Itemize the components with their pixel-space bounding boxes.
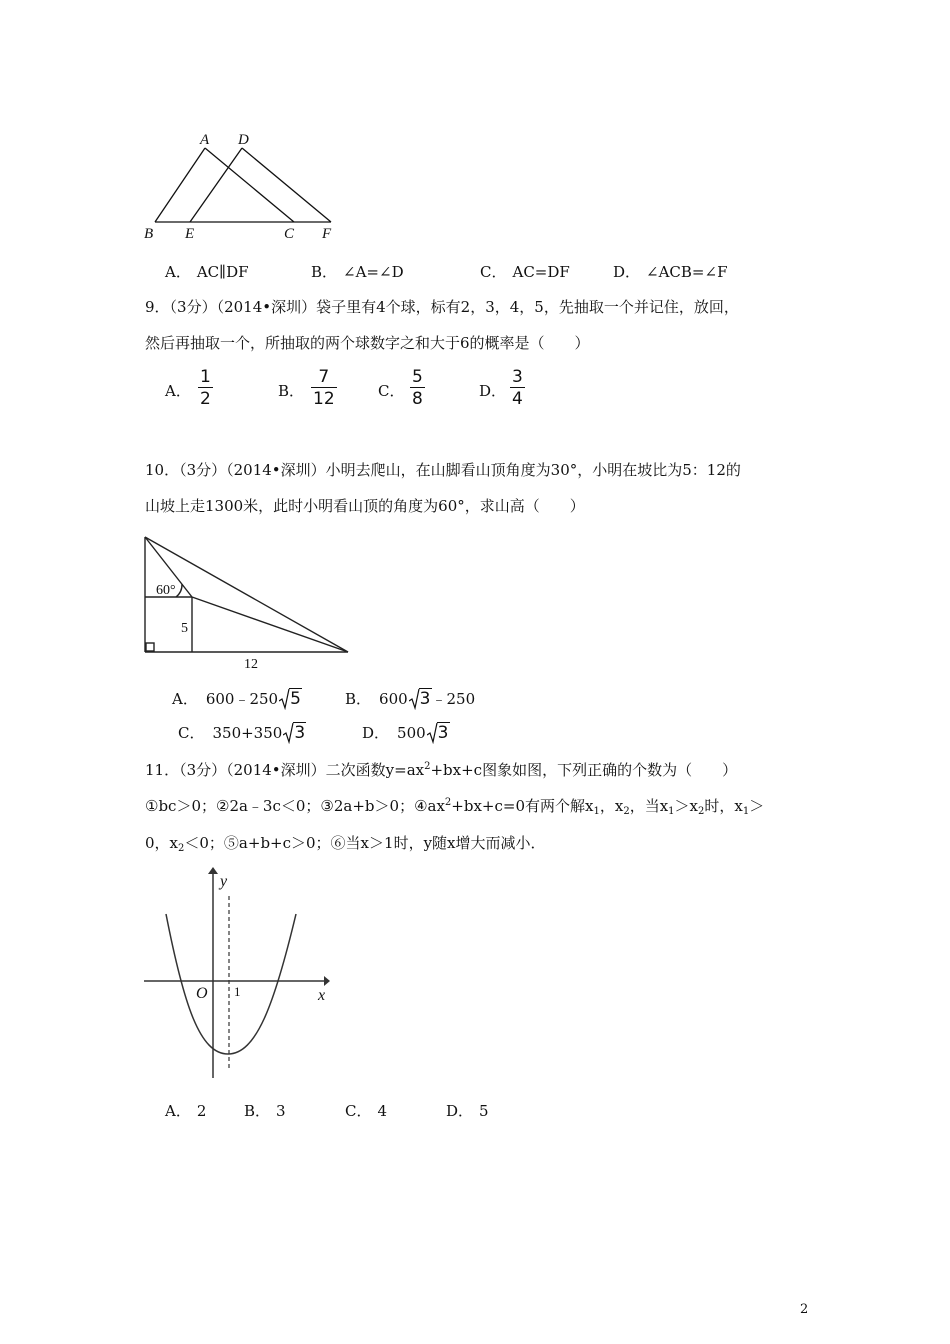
q9-option-c-fraction[interactable] <box>410 368 425 408</box>
subscript: 1 <box>668 806 675 817</box>
subscript: 2 <box>623 806 630 817</box>
triangles-figure <box>138 128 348 243</box>
tick-label-one: 1 <box>234 984 241 999</box>
sqrt-symbol <box>283 723 306 743</box>
q11-option-b[interactable] <box>244 1100 286 1121</box>
x-axis-label: x <box>318 987 326 1004</box>
angle-arc <box>176 584 182 597</box>
q11-line1-text: 11．（3分）（2014•深圳）二次函数y=ax <box>145 761 425 779</box>
q11-option-a[interactable] <box>165 1100 206 1121</box>
q11-line1-text-end: +bx+c图象如图，下列正确的个数为（ ） <box>430 761 738 779</box>
sqrt-symbol <box>409 689 432 709</box>
radicand: 3 <box>294 723 306 743</box>
subscript: 1 <box>593 806 600 817</box>
option-text: 2 <box>196 1102 207 1120</box>
q10-option-b[interactable] <box>345 688 475 709</box>
option-text: 5 <box>479 1102 489 1120</box>
label-d: D <box>238 132 249 148</box>
option-text: 3 <box>276 1102 286 1120</box>
right-angle-mark <box>146 643 154 651</box>
q11-text: +bx+c=0有两个解x <box>451 797 594 815</box>
y-axis-label: y <box>220 873 228 890</box>
label-f: F <box>322 226 332 242</box>
option-letter: D． <box>613 263 641 281</box>
denominator: 4 <box>512 389 523 409</box>
numerator: 1 <box>200 367 211 387</box>
option-letter: B． <box>311 263 338 281</box>
q11-option-d[interactable] <box>446 1100 489 1121</box>
option-letter: D． <box>362 724 390 742</box>
height-label: 5 <box>181 621 188 636</box>
subscript: 2 <box>698 806 705 817</box>
fraction-bar <box>198 387 213 388</box>
option-text: AC=DF <box>512 263 570 281</box>
denominator: 2 <box>200 389 211 409</box>
q10-option-c[interactable] <box>178 722 306 743</box>
radical-sign-icon <box>409 688 420 710</box>
q9-line2: 然后再抽取一个，所抽取的两个球数字之和大于6的概率是（ ） <box>145 334 590 352</box>
exponent: 2 <box>444 797 452 808</box>
q11-text: 0，x <box>145 834 179 852</box>
option-text: ∠A=∠D <box>343 263 404 281</box>
radicand: 5 <box>290 689 301 709</box>
q11-text: ，当x <box>629 797 669 815</box>
sqrt-symbol <box>427 723 450 743</box>
q11-text: ＞x <box>674 797 698 815</box>
q8-option-c[interactable] <box>480 261 570 282</box>
angle-label: 60° <box>156 583 176 598</box>
q9-option-b-letter[interactable]: B． <box>278 382 305 400</box>
segment-df <box>242 148 331 222</box>
denominator: 8 <box>412 389 423 409</box>
x-axis-arrow-icon <box>324 976 330 986</box>
fraction-bar <box>510 387 525 388</box>
q8-option-d[interactable] <box>613 261 727 282</box>
q9-option-a-fraction[interactable] <box>198 368 213 408</box>
numerator: 5 <box>412 367 423 387</box>
option-letter: A． <box>172 690 198 708</box>
fraction-bar <box>410 387 425 388</box>
q11-text: ，x <box>599 797 624 815</box>
option-prefix: 350+350 <box>212 724 283 742</box>
numerator: 3 <box>512 367 523 387</box>
q11-text: 时，x <box>704 797 743 815</box>
parabola-curve <box>166 914 296 1054</box>
q9-option-d-letter[interactable]: D． <box>479 382 507 400</box>
option-text: ∠ACB=∠F <box>646 263 728 281</box>
q8-option-a[interactable] <box>165 261 249 282</box>
denominator: 12 <box>313 389 335 409</box>
q10-option-a[interactable] <box>172 688 302 709</box>
option-letter: B． <box>345 690 372 708</box>
exponent: 2 <box>424 761 431 772</box>
radicand: 3 <box>437 723 449 743</box>
option-text: AC∥DF <box>196 263 249 281</box>
q11-text: ＞ <box>749 797 765 815</box>
label-c: C <box>284 226 295 242</box>
subscript: 2 <box>178 843 185 854</box>
q11-line2 <box>145 795 764 817</box>
q11-text: ①bc＞0；②2a﹣3c＜0；③2a+b＞0；④ax <box>145 797 445 815</box>
slope-line <box>192 597 348 652</box>
option-letter: C． <box>345 1102 372 1120</box>
q9-option-d-fraction[interactable] <box>510 368 525 408</box>
option-prefix: 500 <box>397 724 426 742</box>
fraction-bar <box>311 387 337 388</box>
q10-option-d[interactable] <box>362 722 450 743</box>
option-letter: D． <box>446 1102 474 1120</box>
origin-label: O <box>196 985 208 1002</box>
q8-option-b[interactable] <box>311 261 404 282</box>
subscript: 1 <box>742 806 750 817</box>
option-letter: B． <box>244 1102 271 1120</box>
label-a: A <box>200 132 210 148</box>
option-prefix: 600 <box>379 690 408 708</box>
q9-option-c-letter[interactable]: C． <box>378 382 405 400</box>
label-e: E <box>185 226 195 242</box>
q11-line3 <box>145 832 546 854</box>
y-axis-arrow-icon <box>208 867 218 874</box>
option-letter: C． <box>178 724 205 742</box>
numerator: 7 <box>318 367 330 387</box>
q11-text: ＜0；⑤a+b+c＞0；⑥当x＞1时，y随x增大而减小． <box>184 834 546 852</box>
option-letter: A． <box>165 1102 191 1120</box>
option-suffix: ﹣250 <box>431 690 476 708</box>
radical-sign-icon <box>283 722 294 744</box>
mountain-figure <box>140 530 355 675</box>
page-number: 2 <box>800 1302 809 1317</box>
q11-line1 <box>145 759 737 780</box>
q10-line1: 10．（3分）（2014•深圳）小明去爬山，在山脚看山顶角度为30°，小明在坡比为5：12的 <box>145 461 741 479</box>
q9-option-a-letter[interactable]: A． <box>165 382 191 400</box>
option-text: 4 <box>377 1102 388 1120</box>
option-letter: A． <box>165 263 191 281</box>
option-prefix: 600﹣250 <box>205 690 279 708</box>
q9-line1: 9．（3分）（2014•深圳）袋子里有4个球，标有2，3，4，5，先抽取一个并记住，放回， <box>145 298 739 316</box>
radicand: 3 <box>419 689 431 709</box>
base-label: 12 <box>244 657 258 672</box>
option-letter: C． <box>480 263 507 281</box>
radical-sign-icon <box>427 722 438 744</box>
sqrt-symbol <box>279 689 302 709</box>
q10-line2: 山坡上走1300米，此时小明看山顶的角度为60°，求山高（ ） <box>145 497 585 515</box>
radical-sign-icon <box>279 688 290 710</box>
label-b: B <box>144 226 154 242</box>
segment-ac <box>205 148 294 222</box>
parabola-figure <box>138 866 338 1084</box>
q11-option-c[interactable] <box>345 1100 387 1121</box>
q9-option-b-fraction[interactable] <box>311 368 337 408</box>
